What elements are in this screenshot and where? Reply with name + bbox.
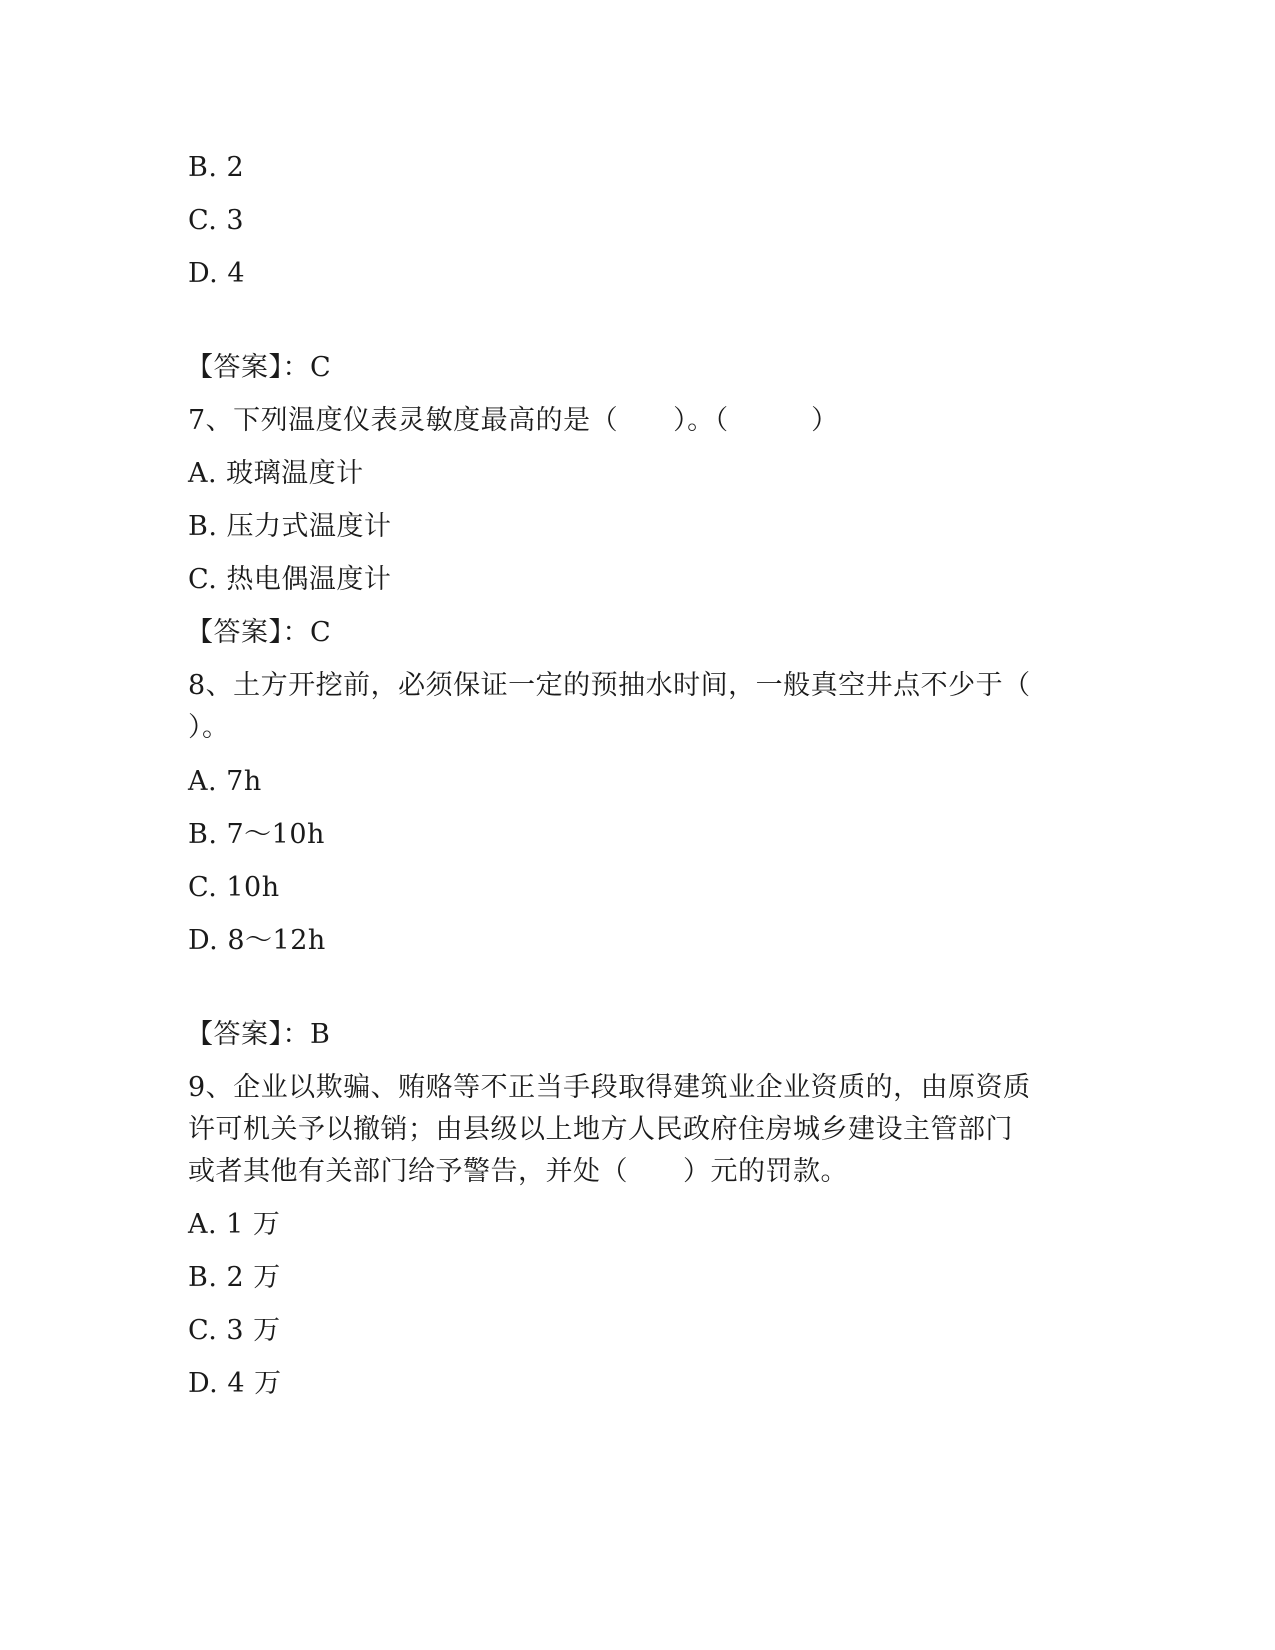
q9-question-line-3: 或者其他有关部门给予警告，并处（ ）元的罚款。 bbox=[188, 1156, 848, 1187]
q9-option-d: D. 4 万 bbox=[188, 1368, 282, 1399]
q8-option-d: D. 8～12h bbox=[188, 925, 326, 956]
q9-option-a: A. 1 万 bbox=[188, 1209, 281, 1240]
q6-option-c: C. 3 bbox=[188, 205, 245, 236]
q7-option-a: A. 玻璃温度计 bbox=[188, 458, 364, 489]
q7-option-c: C. 热电偶温度计 bbox=[188, 564, 392, 595]
q8-option-c: C. 10h bbox=[188, 872, 280, 903]
q7-option-b: B. 压力式温度计 bbox=[188, 511, 392, 542]
q8-question-line-1: 8、土方开挖前，必须保证一定的预抽水时间，一般真空井点不少于（ bbox=[188, 670, 1031, 701]
q9-question-line-2: 许可机关予以撤销；由县级以上地方人民政府住房城乡建设主管部门 bbox=[188, 1114, 1013, 1145]
q9-option-c: C. 3 万 bbox=[188, 1315, 281, 1346]
q6-option-b: B. 2 bbox=[188, 152, 245, 183]
q8-option-b: B. 7～10h bbox=[188, 819, 325, 850]
q8-option-a: A. 7h bbox=[188, 766, 262, 797]
q9-question-line-1: 9、企业以欺骗、贿赂等不正当手段取得建筑业企业资质的，由原资质 bbox=[188, 1072, 1031, 1103]
q7-answer: 【答案】：C bbox=[186, 617, 332, 648]
q8-question-line-2: ）。 bbox=[188, 712, 230, 743]
q6-option-d: D. 4 bbox=[188, 258, 246, 289]
q6-answer: 【答案】：C bbox=[186, 352, 332, 383]
q9-option-b: B. 2 万 bbox=[188, 1262, 281, 1293]
q7-question: 7、下列温度仪表灵敏度最高的是（ ）。（ ） bbox=[188, 405, 839, 436]
q8-answer: 【答案】：B bbox=[186, 1019, 331, 1050]
